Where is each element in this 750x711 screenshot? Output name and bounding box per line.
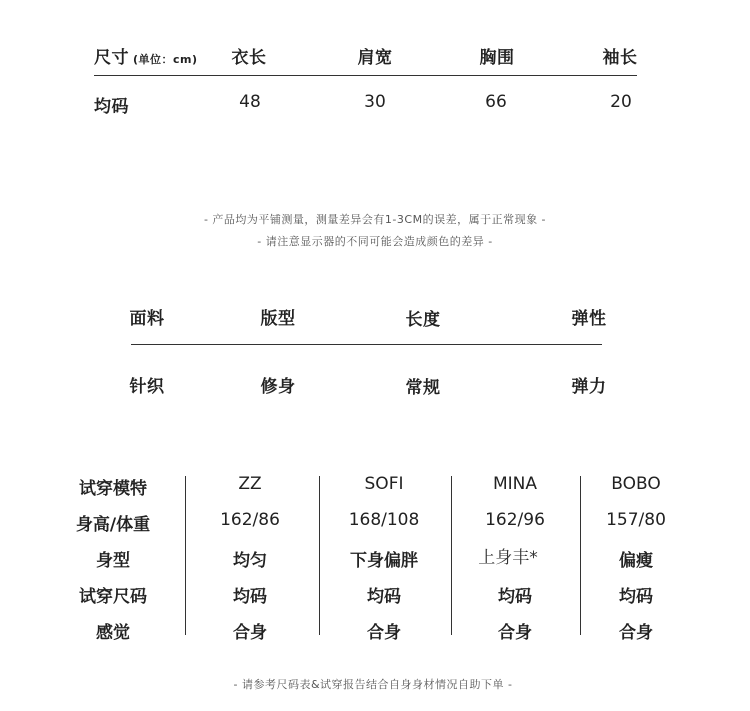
size-value: 48 [239, 92, 261, 112]
size-value: 20 [610, 92, 632, 112]
model-body-type: 上身丰* [478, 548, 538, 568]
model-feel: 合身 [619, 623, 653, 643]
model-row-label: 身高/体重 [75, 515, 151, 535]
model-col-divider [580, 476, 581, 635]
model-feel: 合身 [367, 623, 401, 643]
model-feel: 合身 [498, 623, 532, 643]
model-name: BOBO [611, 474, 661, 494]
model-name: MINA [492, 474, 538, 494]
size-value: 66 [485, 92, 507, 112]
size-header-unit: (单位：cm) [133, 53, 198, 66]
measurement-note: - 产品均为平铺测量，测量差异会有1-3CM的误差，属于正常现象 - [203, 213, 547, 226]
model-col-divider [185, 476, 186, 635]
model-name: SOFI [364, 474, 404, 494]
model-col-divider [451, 476, 452, 635]
model-row-label: 试穿尺码 [79, 587, 147, 607]
footer-note: - 请参考尺码表&试穿报告结合自身身材情况自助下单 - [233, 678, 513, 691]
fabric-header: 弹性 [571, 309, 607, 329]
model-height-weight: 168/108 [348, 510, 420, 530]
fabric-value: 修身 [260, 377, 296, 397]
fabric-header: 长度 [405, 310, 441, 330]
model-size: 均码 [619, 587, 653, 607]
model-row-label: 身型 [96, 551, 130, 571]
size-col-header: 衣长 [231, 48, 267, 68]
fabric-value: 针织 [129, 377, 165, 397]
model-height-weight: 162/96 [485, 510, 545, 530]
size-col-header: 胸围 [479, 48, 515, 68]
model-name: ZZ [238, 474, 262, 494]
model-body-type: 均匀 [233, 551, 267, 571]
model-body-type: 下身偏胖 [350, 551, 418, 571]
model-size: 均码 [498, 587, 532, 607]
model-row-label: 感觉 [96, 623, 130, 643]
size-col-header: 袖长 [602, 48, 638, 68]
fabric-value: 常规 [405, 378, 441, 398]
model-size: 均码 [367, 587, 401, 607]
fabric-table-divider [131, 344, 602, 345]
fabric-value: 弹力 [571, 377, 607, 397]
model-height-weight: 162/86 [220, 510, 280, 530]
size-row-label: 均码 [94, 97, 129, 117]
size-header-label: 尺寸 [94, 48, 129, 68]
color-note: - 请注意显示器的不同可能会造成颜色的差异 - [257, 235, 493, 248]
fabric-header: 版型 [260, 309, 296, 329]
model-size: 均码 [233, 587, 267, 607]
fabric-header: 面料 [129, 309, 165, 329]
size-table-divider [94, 75, 637, 76]
model-col-divider [319, 476, 320, 635]
size-value: 30 [364, 92, 386, 112]
model-body-type: 偏瘦 [619, 551, 653, 571]
size-col-header: 肩宽 [357, 48, 393, 68]
model-feel: 合身 [233, 623, 267, 643]
size-header-cell [94, 43, 198, 68]
model-height-weight: 157/80 [606, 510, 666, 530]
model-row-label: 试穿模特 [79, 479, 147, 499]
